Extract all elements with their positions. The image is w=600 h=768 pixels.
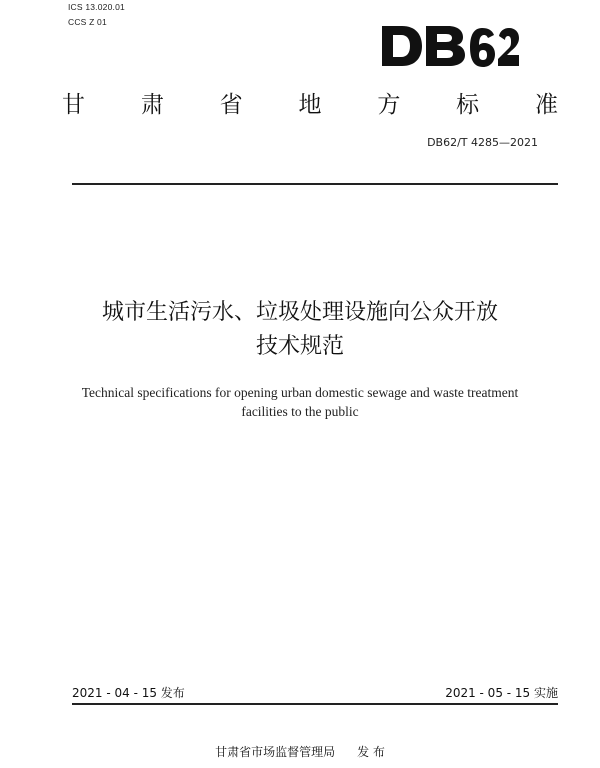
logo-letter-b xyxy=(426,26,465,66)
english-title-line: Technical specifications for opening urban domestic sewage and waste treatment xyxy=(81,385,519,400)
issuer-title-char: 地 xyxy=(298,91,322,118)
top-divider xyxy=(72,183,558,185)
bottom-divider xyxy=(72,703,558,705)
issuer-title-char: 准 xyxy=(534,91,558,118)
logo-digit-6 xyxy=(470,28,495,67)
chinese-title xyxy=(0,296,600,364)
ics-code: ICS 13.020.01 xyxy=(68,2,125,12)
publisher-name: 甘肃省市场监督管理局 xyxy=(215,745,336,759)
publisher xyxy=(0,743,600,760)
logo-letter-d xyxy=(382,26,422,66)
classification-codes xyxy=(68,0,125,30)
issuer-title xyxy=(62,86,558,118)
logo-digit-2 xyxy=(498,28,519,66)
issuer-title-char: 甘 xyxy=(62,91,85,118)
db62-logo xyxy=(378,22,522,70)
standard-number: DB62/T 4285—2021 xyxy=(427,136,538,149)
issuer-title-char: 肃 xyxy=(140,91,164,118)
chinese-title-line: 技术规范 xyxy=(255,334,344,359)
chinese-title-line: 城市生活污水、垃圾处理设施向公众开放 xyxy=(101,300,498,325)
issuer-title-char: 标 xyxy=(456,91,480,118)
ccs-code: CCS Z 01 xyxy=(68,17,107,27)
english-title xyxy=(0,383,600,421)
issue-date: 2021 - 04 - 15 发布 xyxy=(72,686,185,700)
english-title-line: facilities to the public xyxy=(241,404,359,419)
implementation-date: 2021 - 05 - 15 实施 xyxy=(445,686,558,700)
issuer-title-char: 方 xyxy=(377,91,401,118)
publisher-action: 发 布 xyxy=(357,745,385,759)
issuer-title-char: 省 xyxy=(219,91,243,118)
